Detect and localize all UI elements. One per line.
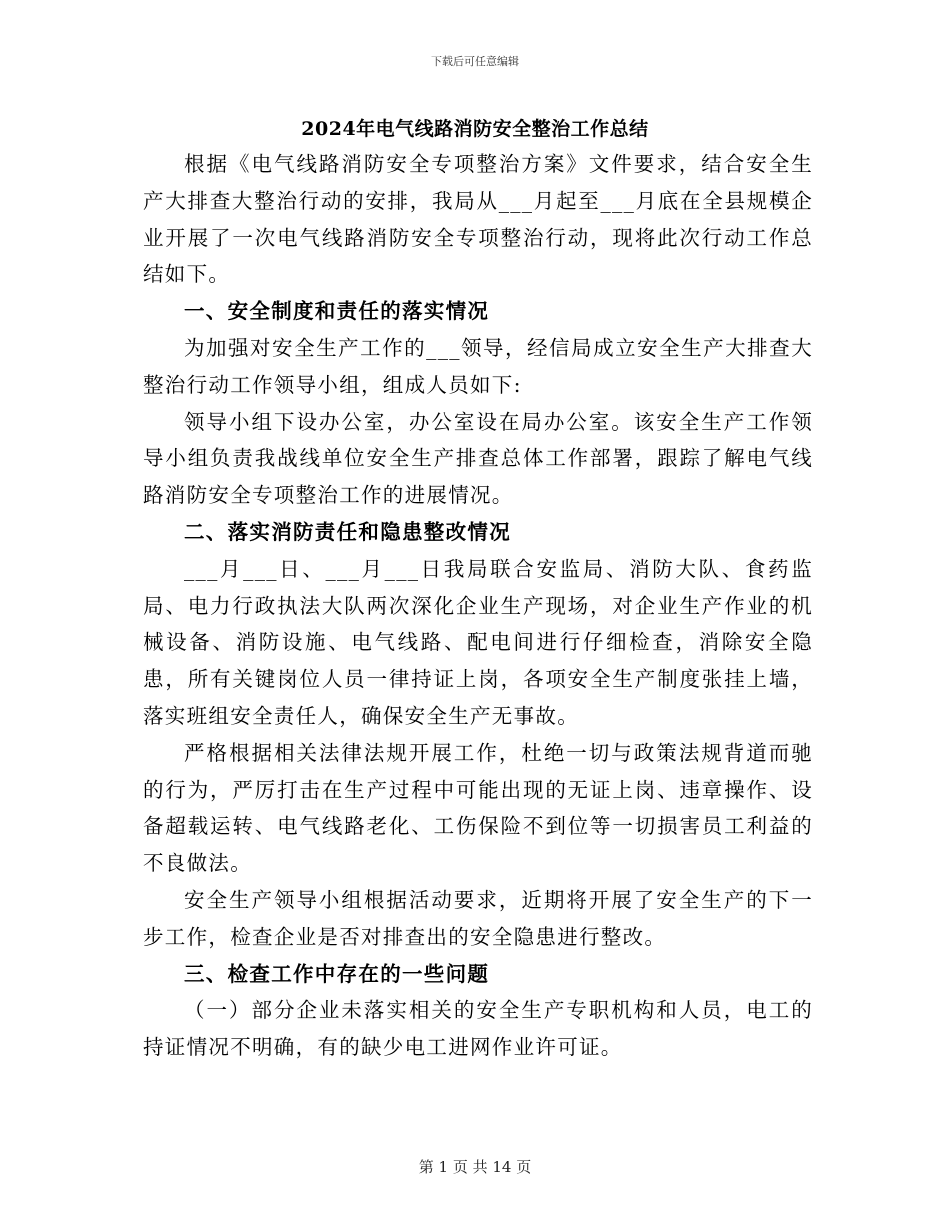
paragraph: （一）部分企业未落实相关的安全生产专职机构和人员，电工的持证情况不明确，有的缺少电工进网作业许可证。 [143, 998, 813, 1060]
paragraph: 严格根据相关法律法规开展工作，杜绝一切与政策法规背道而驰的行为，严厉打击在生产过程中可能出现的无证上岗、违章操作、设备超载运转、电气线路老化、工伤保险不到位等一切损害员工利益的不良做法。 [143, 740, 813, 876]
page-number-footer: 第 1 页 共 14 页 [418, 1158, 532, 1176]
paragraph: 领导小组下设办公室，办公室设在局办公室。该安全生产工作领导小组负责我战线单位安全生产排查总体工作部署，跟踪了解电气线路消防安全专项整治工作的进展情况。 [143, 409, 813, 508]
header-note: 下载后可任意编辑 [431, 55, 519, 68]
document-body [143, 146, 813, 1066]
paragraph: ___月___日、___月___日我局联合安监局、消防大队、食药监局、电力行政执法大队两次深化企业生产现场，对企业生产作业的机械设备、消防设施、电气线路、配电间进行仔细检查，消除安全隐患，所有关键岗位人员一律持证上岗，各项安全生产制度张挂上墙，落实班组安全责任人，确保安全生产无事故。 [143, 556, 813, 728]
section-heading-1: 一、安全制度和责任的落实情况 [184, 299, 490, 324]
paragraph: 安全生产领导小组根据活动要求，近期将开展了安全生产的下一步工作，检查企业是否对排查出的安全隐患进行整改。 [143, 887, 813, 949]
paragraph: 为加强对安全生产工作的___领导，经信局成立安全生产大排查大整治行动工作领导小组，组成人员如下: [143, 335, 813, 397]
section-heading-3: 三、检查工作中存在的一些问题 [184, 961, 490, 986]
paragraph-intro: 根据《电气线路消防安全专项整治方案》文件要求，结合安全生产大排查大整治行动的安排，我局从___月起至___月底在全县规模企业开展了一次电气线路消防安全专项整治行动，现将此次行动工作总结如下。 [143, 152, 813, 287]
section-heading-2: 二、落实消防责任和隐患整改情况 [184, 519, 511, 544]
document-title: 2024年电气线路消防安全整治工作总结 [301, 118, 649, 140]
